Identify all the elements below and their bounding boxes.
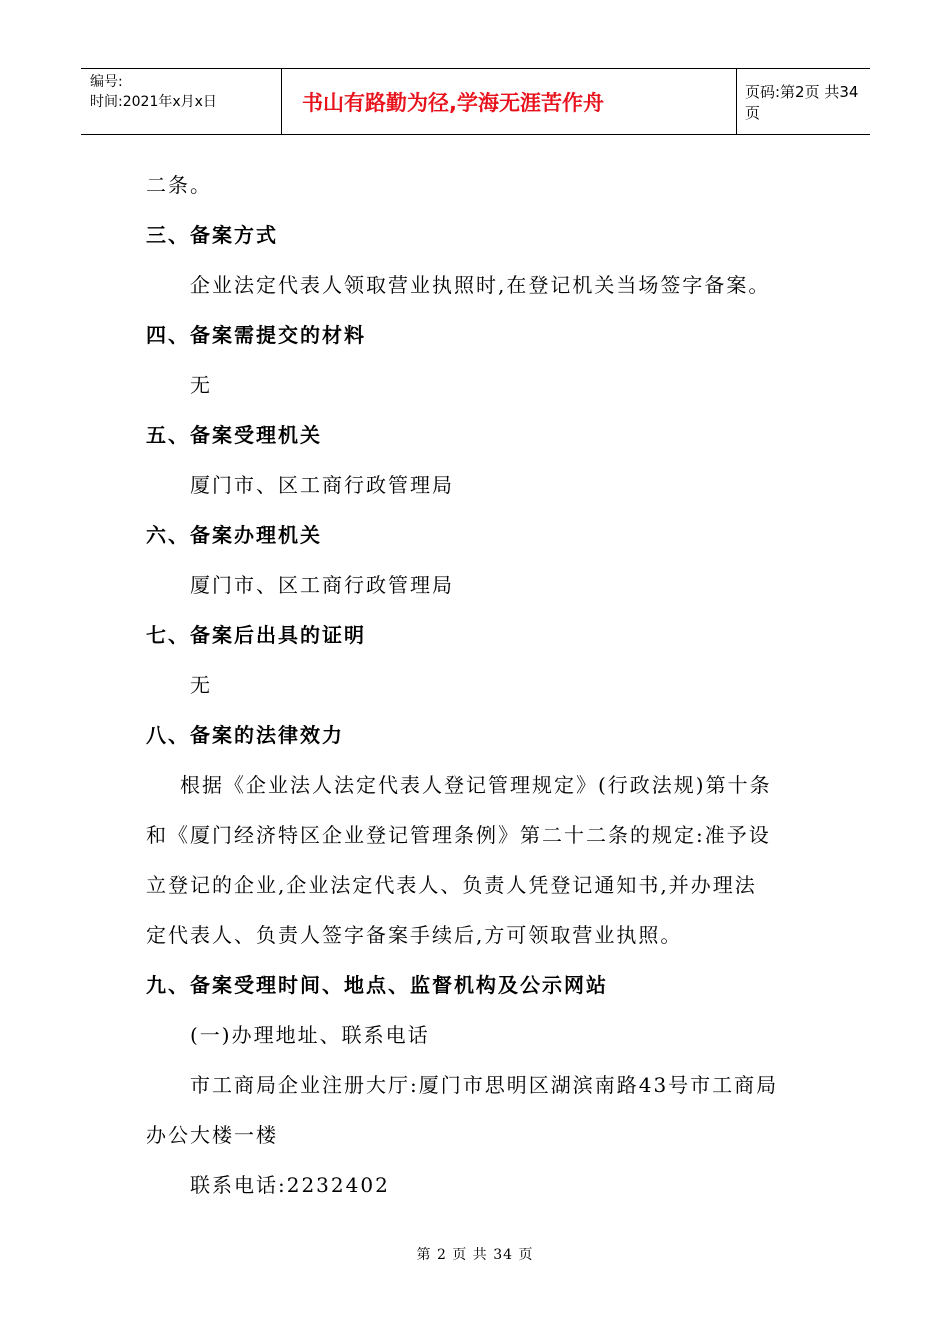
sub-heading: (一)办理地址、联系电话 (190, 1023, 430, 1047)
section-heading: 五、备案受理机关 (146, 423, 322, 447)
paragraph: 无 (190, 673, 212, 697)
section-heading: 八、备案的法律效力 (146, 723, 344, 747)
paragraph-line: 根据《企业法人法定代表人登记管理规定》(行政法规)第十条 (180, 773, 772, 797)
header-page-info: 页码:第2页 共34页 (745, 82, 859, 122)
page-header (81, 68, 870, 135)
paragraph-line: 办公大楼一楼 (146, 1123, 278, 1147)
section-heading: 六、备案办理机关 (146, 523, 322, 547)
section-heading: 三、备案方式 (146, 223, 278, 247)
contact-phone: 联系电话:2232402 (190, 1173, 390, 1197)
document-body (146, 160, 811, 1210)
document-number-label: 编号: (90, 74, 123, 90)
section-heading: 九、备案受理时间、地点、监督机构及公示网站 (146, 973, 608, 997)
section-heading: 四、备案需提交的材料 (146, 323, 366, 347)
paragraph-line: 定代表人、负责人签字备案手续后,方可领取营业执照。 (146, 923, 683, 947)
paragraph: 二条。 (146, 173, 212, 197)
section-heading: 七、备案后出具的证明 (146, 623, 366, 647)
document-time-label: 时间:2021年x月x日 (90, 94, 217, 110)
paragraph: 厦门市、区工商行政管理局 (190, 473, 454, 497)
header-meta (81, 69, 282, 134)
header-motto: 书山有路勤为径,学海无涯苦作舟 (282, 69, 737, 134)
paragraph: 无 (190, 373, 212, 397)
paragraph-line: 立登记的企业,企业法定代表人、负责人凭登记通知书,并办理法 (146, 873, 757, 897)
paragraph-line: 和《厦门经济特区企业登记管理条例》第二十二条的规定:准予设 (146, 823, 771, 847)
paragraph: 厦门市、区工商行政管理局 (190, 573, 454, 597)
page-footer: 第 2 页 共 34 页 (416, 1247, 534, 1263)
paragraph-line: 市工商局企业注册大厅:厦门市思明区湖滨南路43号市工商局 (190, 1073, 779, 1097)
paragraph: 企业法定代表人领取营业执照时,在登记机关当场签字备案。 (190, 273, 771, 297)
